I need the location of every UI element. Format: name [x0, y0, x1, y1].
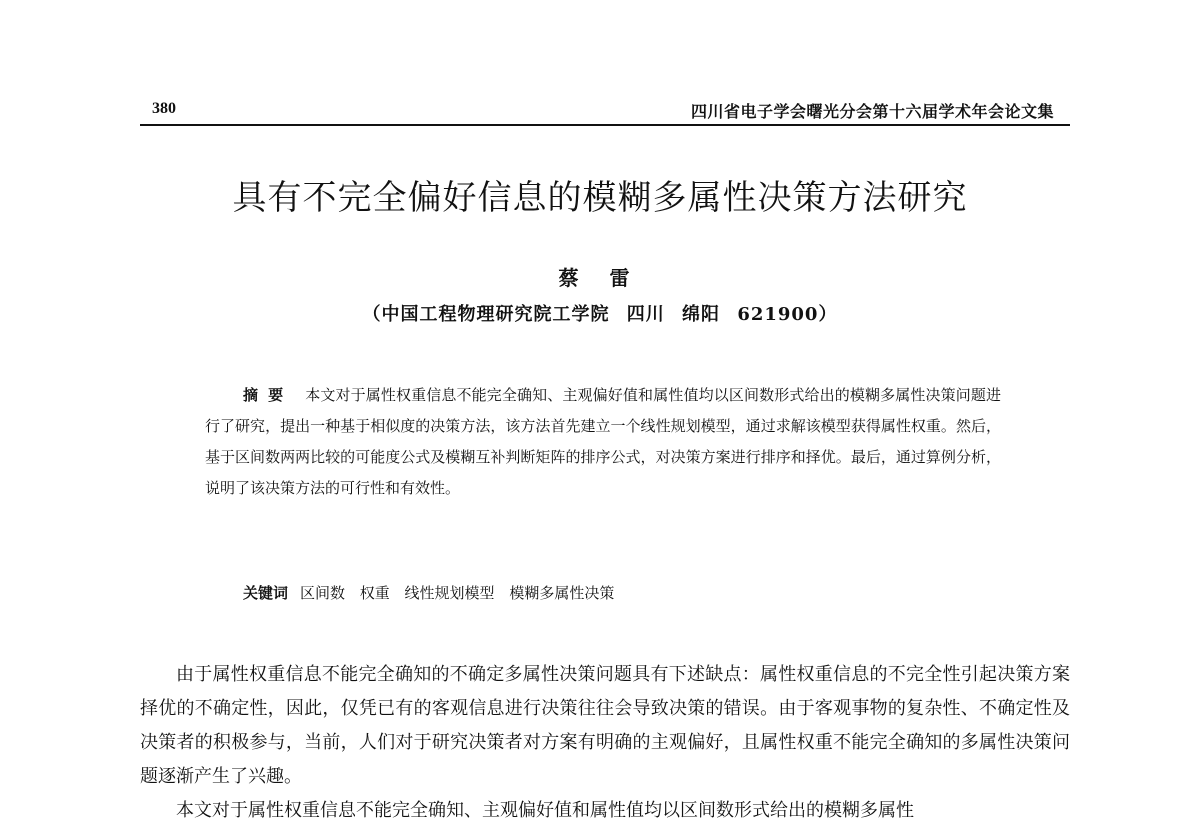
abstract-block [205, 380, 1001, 504]
author-affiliation: （中国工程物理研究院工学院 四川 绵阳 621900） [362, 304, 838, 325]
keywords-block [243, 582, 1003, 603]
page-number: 380 [152, 100, 176, 117]
author-name: 蔡 雷 [558, 266, 642, 290]
page-header [140, 98, 1070, 126]
abstract-label: 摘要 [243, 386, 294, 404]
body-text [140, 658, 1070, 828]
running-title: 四川省电子学会曙光分会第十六届学术年会论文集 [690, 102, 1054, 121]
paper-title: 具有不完全偏好信息的模糊多属性决策方法研究 [232, 178, 968, 218]
body-paragraph-2: 本文对于属性权重信息不能完全确知、主观偏好值和属性值均以区间数形式给出的模糊多属性 [176, 800, 914, 821]
body-paragraph-1: 由于属性权重信息不能完全确知的不确定多属性决策问题具有下述缺点：属性权重信息的不完全性引起决策方案择优的不确定性，因此，仅凭已有的客观信息进行决策往往会导致决策的错误。由于客观事物的复杂性、不确定性及决策者的积极参与，当前，人们对于研究决策者对方案有明确的主观偏好，且属性权重不能完全确知的多属性决策问题逐渐产生了兴趣。 [140, 664, 1070, 787]
keywords-label: 关键词 [243, 584, 289, 602]
keywords-text: 区间数 权重 线性规划模型 模糊多属性决策 [300, 584, 615, 602]
abstract-text: 本文对于属性权重信息不能完全确知、主观偏好值和属性值均以区间数形式给出的模糊多属性决策问题进行了研究，提出一种基于相似度的决策方法，该方法首先建立一个线性规划模型，通过求解该模型获得属性权重。然后，基于区间数两两比较的可能度公式及模糊互补判断矩阵的排序公式，对决策方案进行排序和择优。最后，通过算例分析，说明了该决策方法的可行性和有效性。 [205, 386, 1001, 497]
